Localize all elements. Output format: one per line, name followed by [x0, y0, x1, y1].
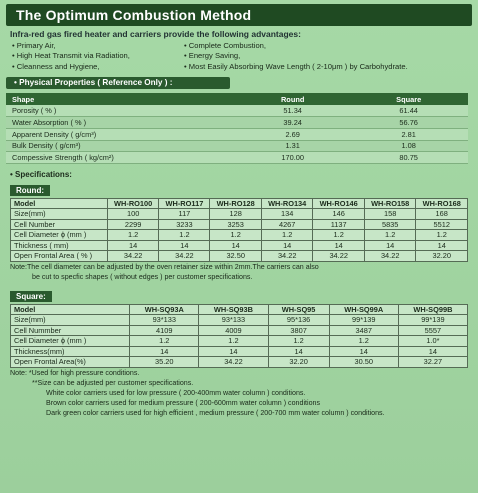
row-label: Open Frontal Area(%) [11, 357, 130, 368]
table-cell: 1.31 [236, 140, 349, 152]
table-cell: 2.81 [349, 128, 468, 140]
table-cell: 34.22 [199, 357, 268, 368]
square-heading: Square: [10, 291, 52, 302]
table-cell: 1.2 [261, 230, 313, 241]
table-row [11, 209, 468, 220]
row-label: Compessive Strength ( kg/cm²) [6, 152, 236, 164]
table-row [11, 230, 468, 241]
row-label: Size(mm) [11, 315, 130, 326]
table-cell: WH-SQ93A [130, 304, 199, 315]
column-header: Shape [6, 93, 236, 105]
table-cell: 1.2 [107, 230, 159, 241]
table-cell: 5835 [364, 219, 416, 230]
table-cell: WH-RO134 [261, 198, 313, 209]
note-line: Note: *Used for high pressure conditions. [10, 368, 140, 377]
note-line: White color carriers used for low pressure ( 200-400mm water column ) conditions. [46, 388, 306, 397]
table-cell: 34.22 [159, 251, 210, 262]
table-cell: 14 [268, 346, 329, 357]
table-cell: 80.75 [349, 152, 468, 164]
table-cell: 32.50 [210, 251, 262, 262]
table-cell: 4009 [199, 325, 268, 336]
table-cell: 5557 [398, 325, 467, 336]
table-row [11, 315, 468, 326]
table-cell: 14 [313, 240, 365, 251]
table-cell: 34.22 [313, 251, 365, 262]
table-cell: 158 [364, 209, 416, 220]
table-cell: 93*133 [199, 315, 268, 326]
table-cell: WH-RO117 [159, 198, 210, 209]
table-row [11, 240, 468, 251]
note-line: Dark green color carriers used for high efficient , medium pressure ( 200-700 mm water column ) conditions. [46, 408, 385, 417]
table-cell: 14 [261, 240, 313, 251]
table-cell: 146 [313, 209, 365, 220]
table-cell: 34.22 [261, 251, 313, 262]
table-cell: 56.76 [349, 117, 468, 129]
table-row [6, 140, 468, 152]
table-cell: 14 [416, 240, 468, 251]
round-note-line: be cut to specfic shapes ( without edges ) per customer specifications. [32, 272, 253, 281]
table-cell: 128 [210, 209, 262, 220]
physical-properties-table [6, 93, 468, 163]
table-row [11, 219, 468, 230]
row-label: Porosity ( % ) [6, 105, 236, 117]
table-cell: 32.27 [398, 357, 467, 368]
advantage-item: • High Heat Transmit via Radiation, [12, 51, 130, 61]
table-cell: 3253 [210, 219, 262, 230]
table-cell: 32.20 [268, 357, 329, 368]
table-cell: 4109 [130, 325, 199, 336]
table-cell: WH-SQ95 [268, 304, 329, 315]
table-cell: 1.0* [398, 336, 467, 347]
table-row [11, 251, 468, 262]
round-note-line: Note:The cell diameter can be adjusted by the oven retainer size within 2mm.The carriers can also [10, 262, 319, 271]
table-cell: 168 [416, 209, 468, 220]
table-cell: 170.00 [236, 152, 349, 164]
title-bar [6, 4, 472, 26]
table-cell: 4267 [261, 219, 313, 230]
column-header: Square [349, 93, 468, 105]
table-cell: 2.69 [236, 128, 349, 140]
table-cell: WH-RO100 [107, 198, 159, 209]
note-line: Brown color carriers used for medium pressure ( 200-600mm water column ) conditions [46, 398, 321, 407]
intro-text: Infra-red gas fired heater and carriers provide the following advantages: [10, 29, 301, 39]
table-cell: 1.2 [313, 230, 365, 241]
advantage-item: • Cleanness and Hygiene, [12, 61, 100, 71]
table-cell: 1.08 [349, 140, 468, 152]
square-spec-table [10, 304, 468, 368]
table-cell: 14 [159, 240, 210, 251]
table-cell: 1.2 [364, 230, 416, 241]
table-row [6, 117, 468, 129]
table-cell: 1.2 [268, 336, 329, 347]
advantages-list [12, 41, 472, 72]
table-row [11, 336, 468, 347]
table-cell: 14 [130, 346, 199, 357]
row-label: Cell Nummber [11, 325, 130, 336]
table-cell: WH-RO168 [416, 198, 468, 209]
round-heading: Round: [10, 185, 50, 196]
table-cell: 14 [199, 346, 268, 357]
advantage-item: • Primary Air, [12, 41, 56, 50]
table-cell: 14 [364, 240, 416, 251]
table-row [11, 357, 468, 368]
row-label: Model [11, 198, 108, 209]
row-label: Apparent Density ( g/cm³) [6, 128, 236, 140]
table-cell: 134 [261, 209, 313, 220]
table-cell: 3807 [268, 325, 329, 336]
advantage-item: • Most Easily Absorbing Wave Length ( 2-10μm ) by Carbohydrate. [184, 61, 408, 71]
table-row [6, 152, 468, 164]
note-line: **Size can be adjusted per customer specifications. [32, 378, 194, 387]
table-cell: 35.20 [130, 357, 199, 368]
table-row [11, 198, 468, 209]
row-label: Water Absorption ( % ) [6, 117, 236, 129]
table-cell: 99*139 [329, 315, 398, 326]
table-cell: 1.2 [130, 336, 199, 347]
table-cell: 2299 [107, 219, 159, 230]
advantage-item: • Energy Saving, [184, 51, 241, 61]
table-cell: WH-SQ93B [199, 304, 268, 315]
table-cell: 30.50 [329, 357, 398, 368]
table-cell: WH-SQ99B [398, 304, 467, 315]
specifications-heading: • Specifications: [10, 169, 72, 179]
table-cell: 14 [398, 346, 467, 357]
row-label: Bulk Density ( g/cm³) [6, 140, 236, 152]
table-cell: 32.20 [416, 251, 468, 262]
table-cell: 1.2 [210, 230, 262, 241]
table-cell: 1.2 [329, 336, 398, 347]
table-cell: 3487 [329, 325, 398, 336]
table-cell: 34.22 [107, 251, 159, 262]
row-label: Cell Diameter ϕ (mm ) [11, 230, 108, 241]
row-label: Cell Diameter ϕ (mm ) [11, 336, 130, 347]
table-row [6, 105, 468, 117]
table-cell: 34.22 [364, 251, 416, 262]
table-cell: 95*136 [268, 315, 329, 326]
table-cell: 1.2 [159, 230, 210, 241]
table-cell: 51.34 [236, 105, 349, 117]
table-row [11, 325, 468, 336]
advantage-item: • Complete Combustion, [184, 41, 267, 50]
table-cell: 3233 [159, 219, 210, 230]
column-header: Round [236, 93, 349, 105]
table-cell: 1.2 [199, 336, 268, 347]
table-cell: WH-RO146 [313, 198, 365, 209]
table-cell: 1137 [313, 219, 365, 230]
table-row [6, 128, 468, 140]
table-cell: 117 [159, 209, 210, 220]
table-row [11, 346, 468, 357]
row-label: Thickness ( mm) [11, 240, 108, 251]
table-cell: 5512 [416, 219, 468, 230]
table-cell: 14 [107, 240, 159, 251]
table-cell: WH-RO128 [210, 198, 262, 209]
table-cell: 61.44 [349, 105, 468, 117]
table-row [11, 304, 468, 315]
table-cell: 14 [210, 240, 262, 251]
table-cell: 39.24 [236, 117, 349, 129]
table-header-row [6, 93, 468, 105]
table-cell: 99*139 [398, 315, 467, 326]
row-label: Size(mm) [11, 209, 108, 220]
round-spec-table [10, 198, 468, 262]
page-title: The Optimum Combustion Method [16, 7, 252, 23]
table-cell: WH-RO158 [364, 198, 416, 209]
table-cell: 1.2 [416, 230, 468, 241]
table-cell: 100 [107, 209, 159, 220]
row-label: Thickness(mm) [11, 346, 130, 357]
table-cell: WH-SQ99A [329, 304, 398, 315]
physical-properties-heading: • Physical Properties ( Reference Only ) : [6, 77, 230, 89]
table-cell: 14 [329, 346, 398, 357]
row-label: Open Frontal Area ( % ) [11, 251, 108, 262]
row-label: Cell Number [11, 219, 108, 230]
table-cell: 93*133 [130, 315, 199, 326]
row-label: Model [11, 304, 130, 315]
